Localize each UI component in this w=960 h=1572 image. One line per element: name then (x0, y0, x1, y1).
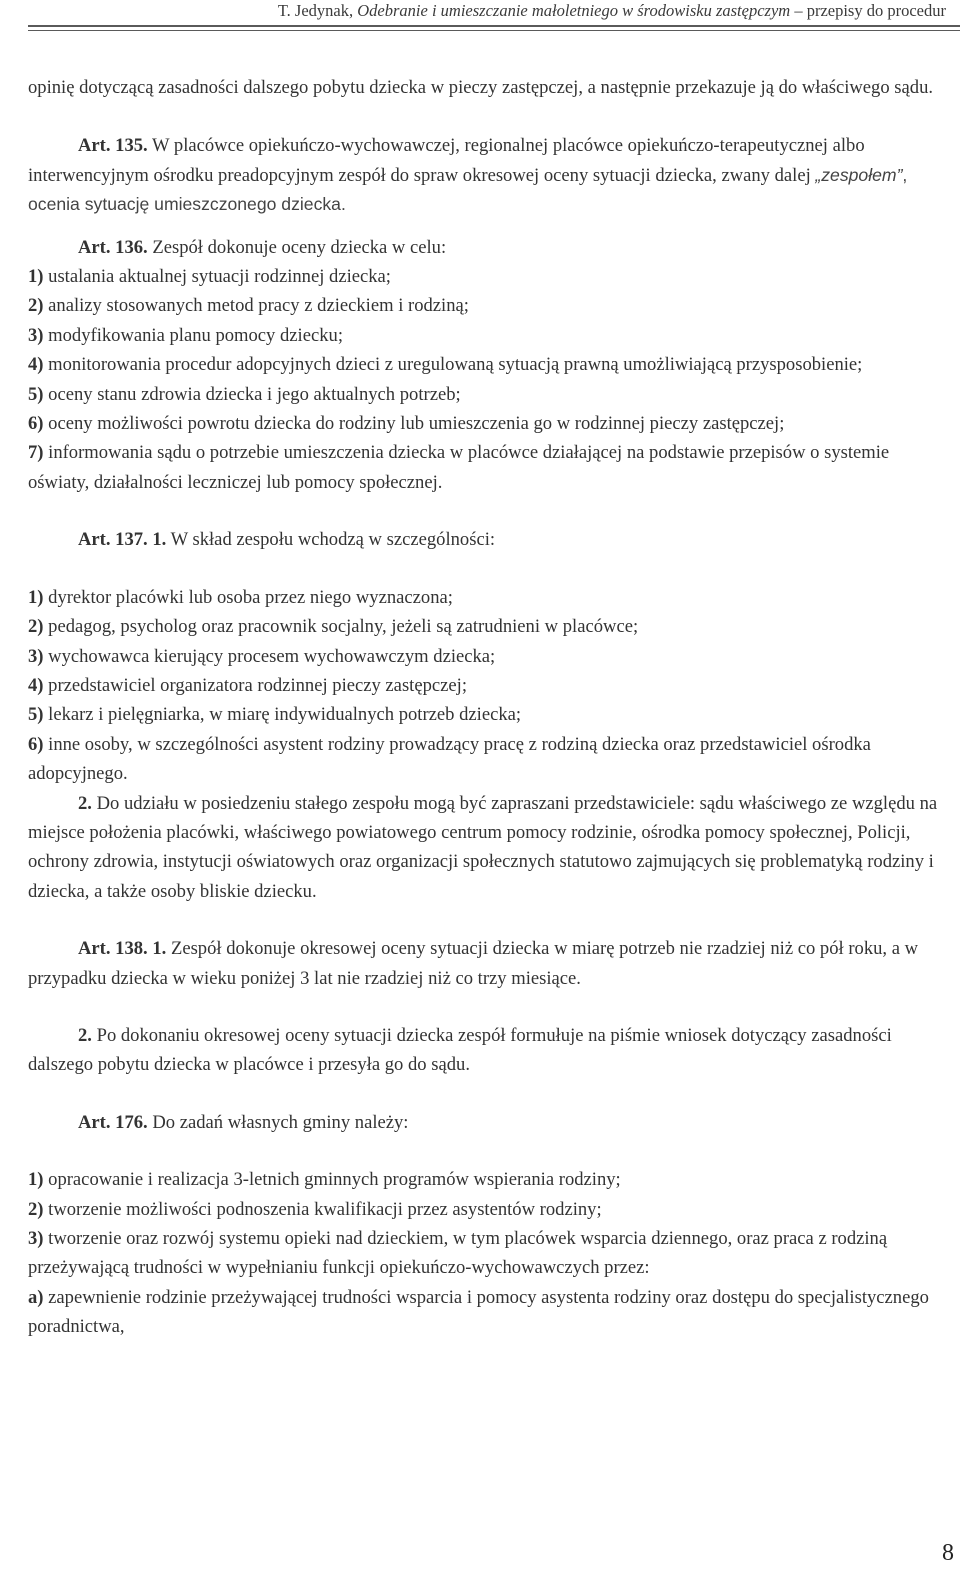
list-item: 2) tworzenie możliwości podnoszenia kwalifikacji przez asystentów rodziny; (28, 1198, 602, 1220)
running-header (0, 0, 946, 22)
article-label: Art. 136. (78, 236, 148, 258)
article-135 (28, 131, 953, 219)
header-rest: – przepisy do procedur (790, 1, 946, 20)
list-item: 1) dyrektor placówki lub osoba przez niego wyznaczona; (28, 586, 453, 608)
article-136 (28, 233, 953, 498)
article-137-paragraph-2: 2. Do udziału w posiedzeniu stałego zespołu mogą być zapraszani przedstawiciele: sądu właściwego ze względu na miejsce położenia placówki, właściwego powiatowego centrum pomocy rodzinie, ośrodka pomocy społecznej, Policji, ochrony zdrowia, instytucji oświatowych oraz organizacji społecznych statutowo zajmujących się problematyką rodziny i dziecka, a także osoby bliskie dziecku. (28, 792, 938, 902)
article-text: W placówce opiekuńczo-wychowawczej, regionalnej placówce opiekuńczo-terapeutycznej albo interwencyjnym ośrodku preadopcyjnym zespół do spraw okresowej oceny sytuacji dziecka, zwany dalej (28, 135, 865, 186)
list-item: 5) oceny stanu zdrowia dziecka i jego aktualnych potrzeb; (28, 383, 461, 405)
article-137-list (28, 583, 953, 789)
list-item: 3) tworzenie oraz rozwój systemu opieki nad dzieckiem, w tym placówek wsparcia dziennego, oraz praca z rodziną przeżywającą trudności w wypełnianiu funkcji opiekuńczo-wychowawczych przez: (28, 1228, 888, 1279)
list-item: 5) lekarz i pielęgniarka, w miarę indywidualnych potrzeb dziecka; (28, 704, 522, 726)
header-rule (28, 25, 960, 27)
article-label: Art. 135. (78, 135, 148, 157)
header-rule-thin (28, 30, 960, 31)
list-item: 6) inne osoby, w szczególności asystent rodziny prowadzący pracę z rodziną dziecka oraz przedstawiciel ośrodka adopcyjnego. (28, 733, 871, 785)
list-item: a) zapewnienie rodzinie przeżywającej trudności wsparcia i pomocy asystenta rodziny oraz dostępu do specjalistycznego poradnictwa, (28, 1286, 929, 1338)
list-item: 1) opracowanie i realizacja 3-letnich gminnych programów wspierania rodziny; (28, 1169, 621, 1191)
article-text-end: , ocenia sytuację umieszczonego dziecka. (28, 164, 908, 215)
article-text: Zespół dokonuje oceny dziecka w celu: (147, 236, 447, 258)
document-body (28, 73, 953, 1342)
article-176-list (28, 1165, 953, 1341)
list-item: 3) modyfikowania planu pomocy dziecku; (28, 324, 343, 346)
list-item: 2) pedagog, psycholog oraz pracownik socjalny, jeżeli są zatrudnieni w placówce; (28, 616, 639, 638)
article-text: W skład zespołu wchodzą w szczególności: (166, 529, 496, 551)
article-138: Art. 138. 1. Zespół dokonuje okresowej oceny sytuacji dziecka w miarę potrzeb nie rzadziej niż co pół roku, a w przypadku dziecka w wieku poniżej 3 lat nie rzadziej niż co trzy miesiące. (28, 938, 919, 989)
list-item: 4) monitorowania procedur adopcyjnych dzieci z uregulowaną sytuacją prawną umożliwiającą przysposobienie; (28, 354, 863, 376)
list-item: 6) oceny możliwości powrotu dziecka do rodziny lub umieszczenia go w rodzinnej pieczy zastępczej; (28, 413, 785, 435)
header-title: Odebranie i umieszczanie małoletniego w środowisku zastępczym (357, 1, 791, 20)
article-138-paragraph-2: 2. Po dokonaniu okresowej oceny sytuacji dziecka zespół formułuje na piśmie wniosek dotyczący zasadności dalszego pobytu dziecka w placówce i przesyła go do sądu. (28, 1024, 892, 1076)
list-item: 7) informowania sądu o potrzebie umieszczenia dziecka w placówce działającej na podstawie przepisów o systemie oświaty, działalności leczniczej lub pomocy społecznej. (28, 442, 890, 493)
page-number: 8 (942, 1540, 954, 1566)
paragraph-continuation: opinię dotyczącą zasadności dalszego pobytu dziecka w pieczy zastępczej, a następnie przekazuje ją do właściwego sądu. (28, 77, 934, 98)
list-item: 2) analizy stosowanych metod pracy z dzieckiem i rodziną; (28, 295, 469, 317)
header-author: T. Jedynak, (277, 1, 358, 20)
list-item: 4) przedstawiciel organizatora rodzinnej pieczy zastępczej; (28, 674, 467, 696)
article-label: Art. 137. 1. (78, 529, 167, 551)
article-176: Art. 176. Do zadań własnych gminy należy: (78, 1111, 409, 1133)
term-zespol: „zespołem” (815, 164, 903, 185)
list-item: 1) ustalania aktualnej sytuacji rodzinnej dziecka; (28, 266, 391, 288)
list-item: 3) wychowawca kierujący procesem wychowawczym dziecka; (28, 645, 496, 667)
article-137 (28, 525, 953, 554)
